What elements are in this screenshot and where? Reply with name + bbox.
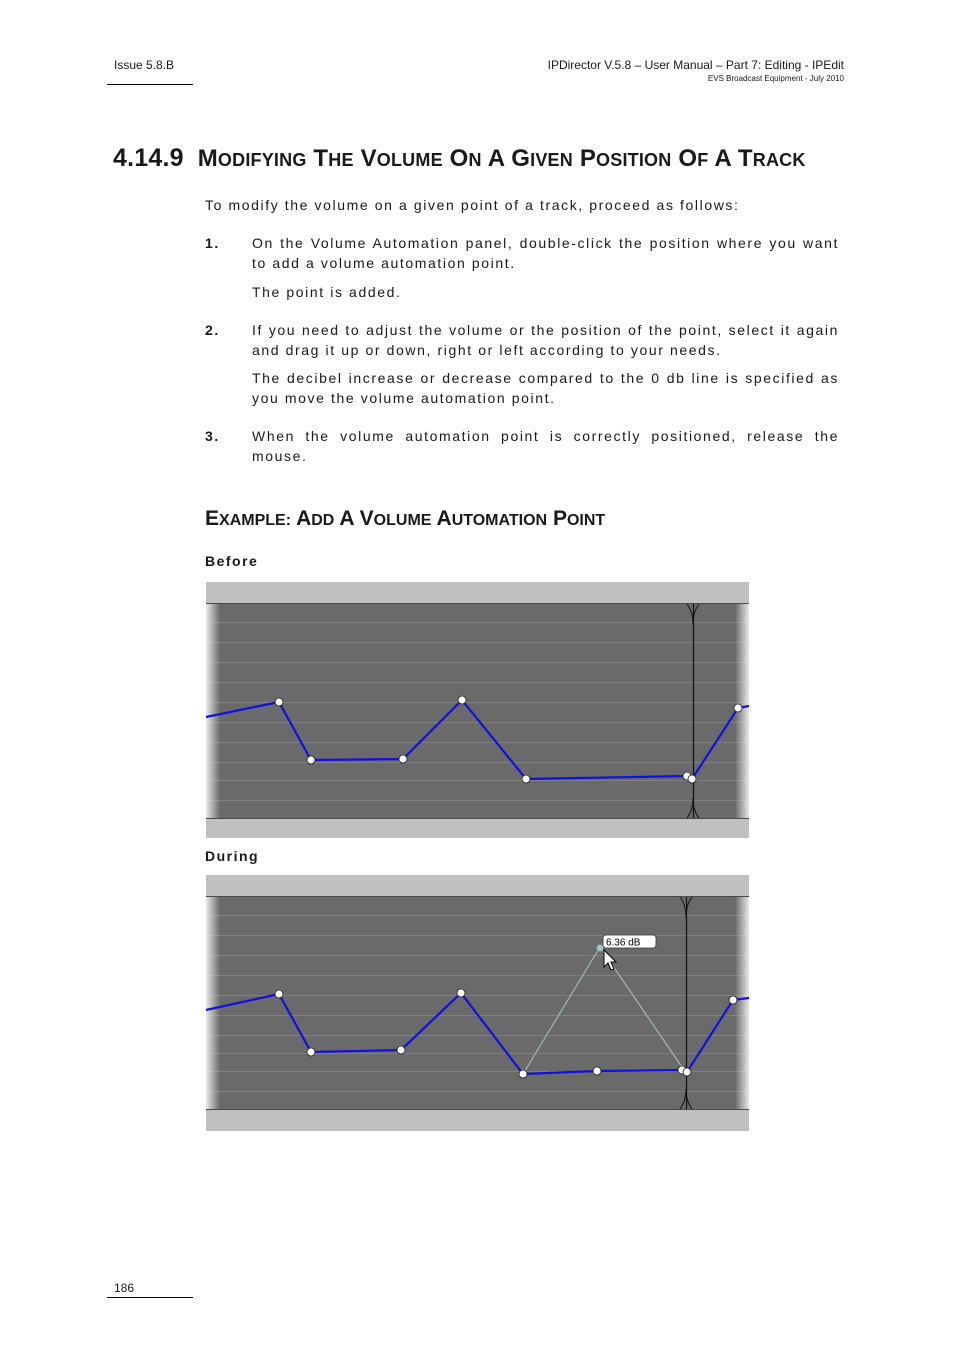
issue-label: Issue 5.8.B bbox=[114, 58, 175, 72]
automation-point[interactable] bbox=[307, 1048, 315, 1056]
automation-point[interactable] bbox=[522, 775, 530, 783]
section-number: 4.14.9 bbox=[113, 144, 184, 172]
automation-point[interactable] bbox=[593, 1067, 601, 1075]
manual-title: IPDirector V.5.8 – User Manual – Part 7: Editing - IPEdit bbox=[547, 58, 844, 72]
panel-track-area bbox=[206, 897, 749, 1109]
automation-point[interactable] bbox=[399, 755, 407, 763]
automation-point[interactable] bbox=[683, 1068, 691, 1076]
example-heading: EXAMPLE: ADD A VOLUME AUTOMATION POINT bbox=[205, 507, 606, 530]
automation-point[interactable] bbox=[275, 698, 283, 706]
automation-point[interactable] bbox=[397, 1046, 405, 1054]
panel-track-area bbox=[206, 604, 749, 818]
section-title: MODIFYING THE VOLUME ON A GIVEN POSITION OF A TRACK bbox=[197, 145, 806, 172]
footer-rule bbox=[107, 1297, 193, 1298]
db-tooltip bbox=[603, 935, 656, 949]
automation-point[interactable] bbox=[457, 989, 465, 997]
step-1-result: The point is added. bbox=[252, 284, 402, 300]
automation-point[interactable] bbox=[275, 990, 283, 998]
automation-point[interactable] bbox=[307, 756, 315, 764]
dragged-automation-point[interactable] bbox=[597, 945, 604, 952]
step-3-text: When the volume automation point is correctly positioned, release the mouse. bbox=[252, 428, 839, 464]
panel-bottom-bar bbox=[206, 1110, 749, 1131]
intro-text: To modify the volume on a given point of a track, proceed as follows: bbox=[205, 197, 740, 213]
section-heading bbox=[113, 144, 806, 173]
page-header bbox=[548, 58, 844, 83]
step-1-number: 1. bbox=[205, 235, 220, 251]
panel-bottom-bar bbox=[206, 819, 749, 838]
step-2-text: If you need to adjust the volume or the position of the point, select it again and drag it up or down, right or left according to your needs. bbox=[252, 322, 839, 358]
during-label: During bbox=[205, 848, 260, 864]
before-label: Before bbox=[205, 553, 259, 569]
step-1-text: On the Volume Automation panel, double-click the position where you want to add a volume automation point. bbox=[252, 235, 839, 271]
panel-top-bar bbox=[206, 582, 749, 603]
page-number: 186 bbox=[114, 1281, 135, 1295]
volume-panel-before[interactable] bbox=[206, 580, 749, 838]
panel-top-bar bbox=[206, 875, 749, 896]
manual-subtitle: EVS Broadcast Equipment - July 2010 bbox=[707, 74, 844, 83]
automation-point[interactable] bbox=[734, 704, 742, 712]
header-rule bbox=[107, 84, 193, 85]
automation-point[interactable] bbox=[729, 996, 737, 1004]
step-2-result: The decibel increase or decrease compared to the 0 db line is specified as you move the volume automation point. bbox=[252, 370, 839, 406]
automation-point[interactable] bbox=[458, 696, 466, 704]
volume-panel-during[interactable] bbox=[206, 873, 749, 1131]
step-2-number: 2. bbox=[205, 322, 220, 338]
step-3-number: 3. bbox=[205, 428, 220, 444]
automation-point[interactable] bbox=[519, 1070, 527, 1078]
automation-point[interactable] bbox=[688, 775, 696, 783]
db-tooltip-text: 6.36 dB bbox=[606, 937, 641, 949]
